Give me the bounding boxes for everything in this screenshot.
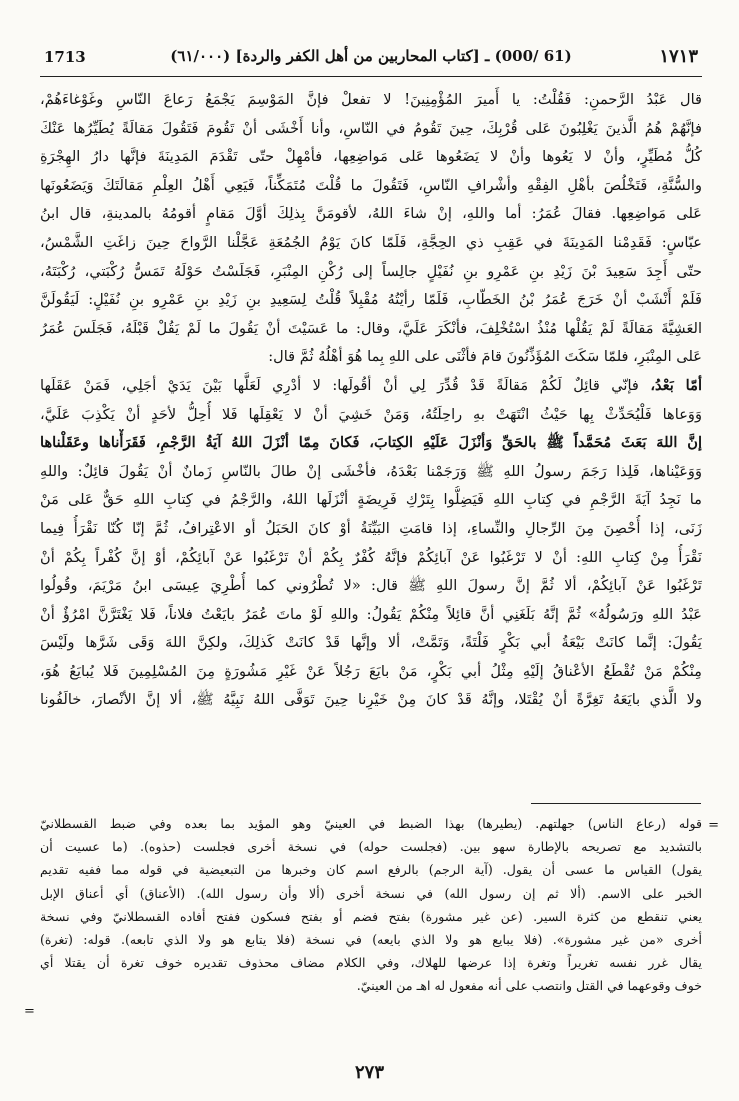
line-text: عَلى مَواضِعِها. فقالَ عُمَرُ: أما واللهِ، إنْ شاءَ اللهُ، لأقومَنَّ بِذلِكَ أوَّلَ مَقامٍ أقومُهُ بالمدينةِ، قال ابنُ xyxy=(40,205,702,223)
text-line xyxy=(40,372,702,401)
text-line xyxy=(40,601,702,630)
line-text: فَلَمْ أَنْشَبْ أنْ خَرَجَ عُمَرُ بْنُ الخَطّابِ، فَلَمّا رأيْتُهُ مُقْبِلاً قُلْتُ لِسَعِيدِ بنِ زَيْدِ بنِ عَمْرِو بنِ نُفَيْلٍ: لَيَقُولَنَّ xyxy=(40,291,702,309)
line-text: كُلُّ مُطَيِّرٍ، وأنْ لا يَعُوها وأنْ لا يَضَعُوها عَلى مَواضِعِها، فأمْهِلْ حتّى تَقْدَمَ المَدِينَةَ فإنَّها دارُ الهِجْرَةِ xyxy=(40,148,702,166)
footnote-line: يعني تنقطع من كثرة السير. (عن غير مشورة) بفتح فضم أو بفتح فسكون ففتح أفاده القسطلانيّ وفي نسخة xyxy=(40,908,702,924)
text-line xyxy=(40,343,702,372)
text-line xyxy=(40,200,702,229)
footnote-continuation-mark-start: = xyxy=(708,818,719,833)
line-text: فإنَّهُمْ هُمُ الَّذينَ يَغْلِبُونَ عَلى قُرْبِكَ، حِينَ تَقُومُ في النّاسِ، وأنا أَخْشَى أنْ تَقُومَ فَتَقُولَ مَقالَةً يُطَيِّرُها عَنْكَ xyxy=(40,119,702,137)
line-text: عبّاسٍ: فَقَدِمْنا المَدِينَةَ في عَقِبِ ذي الحِجَّةِ، فَلَمّا كانَ يَوْمُ الجُمُعَةِ عَجَّلْنا الرَّواحَ حِينَ زاغَتِ الشَّمْسُ، xyxy=(40,233,702,251)
text-line xyxy=(40,486,702,515)
text-line xyxy=(40,515,702,544)
text-line xyxy=(40,429,702,458)
folio-number: ٢٧٣ xyxy=(354,1062,384,1083)
footnote-line: يقال غرر نفسه تغريراً وتغرة إذا عرضها للهلاك، وفي الكلام مضاف محذوف تقديره خوف تغرة أن يقتلا أي xyxy=(40,955,702,971)
line-text: عَبْدُ اللهِ ورَسُولُهُ» ثُمَّ إنَّهُ بَلَغَنِي أنَّ قائِلاً مِنْكُمْ يَقُولُ: واللهِ لَوْ ماتَ عُمَرُ بايَعْتُ فلاناً، فَلا يَغْتَرَّنَّ امْرُؤٌ أنْ xyxy=(40,605,702,623)
line-text: عَلى المِنْبَرِ، فلمّا سَكَتَ المُؤَذِّنُونَ قامَ فأثْنَى على اللهِ بِما هُوَ أهْلُهُ ثُمَّ قال: xyxy=(268,348,702,366)
line-text: وَوَعَيْناها، فَلِذا رَجَمَ رسولُ اللهِ ﷺ وَرَجَمْنا بَعْدَهُ، فأخْشَى إنْ طالَ بالنّاسِ زَمانٌ أنْ يَقُولَ قائِلٌ: واللهِ xyxy=(40,462,702,480)
line-text: زَنَى، إذا أُحْصِنَ مِنَ الرِّجالِ والنِّساءِ، إذا قامَتِ البَيِّنَةُ أوْ كانَ الحَبَلُ أو الاعْتِرافُ، ثُمَّ إنّا كُنّا نَقْرَأُ فِيما xyxy=(40,519,702,537)
text-line xyxy=(40,143,702,172)
text-line xyxy=(40,315,702,344)
line-text: حتّى أَجِدَ سَعِيدَ بْنَ زَيْدِ بنِ عَمْرِو بنِ نُفَيْلٍ جالِساً إلى رُكْنِ المِنْبَرِ، فَجَلَسْتُ حَوْلَهُ تَمَسُّ رُكْبَتي، رُكْبَتَهُ، xyxy=(40,262,702,280)
page-number-arabic: ١٧١٣ xyxy=(659,46,698,67)
text-line xyxy=(40,572,702,601)
text-line xyxy=(40,229,702,258)
footnote-separator xyxy=(531,803,701,804)
text-line xyxy=(40,115,702,144)
text-line xyxy=(40,686,702,715)
text-line xyxy=(40,258,702,287)
header-rule xyxy=(40,76,702,77)
footnotes xyxy=(40,812,702,998)
footnote-line: يقول) القياس ما عسى أن يقول. (آية الرجم) بالرفع اسم كان وخبرها من التبعيضية في قوله مما ففيه تقديم xyxy=(40,862,702,878)
footnote-continuation-mark-end: = xyxy=(24,1004,35,1019)
footnote-line: قوله (رعاع الناس) جهلتهم. (يطيرها) بهذا الضبط في العينيّ وهو المؤيد بما بعده وفي ضبط القسطلانيّ xyxy=(40,816,702,831)
page-number-latin: 1713 xyxy=(44,48,86,66)
line-text: مِنْكُمْ مَنْ تُقْطَعُ الأعْناقُ إلَيْهِ مِثْلُ أبي بَكْرٍ، مَنْ بايَعَ رَجُلاً عَنْ غَيْرِ مَشُورَةٍ مِنَ المُسْلِمِينَ فَلا يُبايَعُ هُوَ، xyxy=(40,662,702,680)
footnote-line: الخبر على الاسم. (ألا ثم إن رسول الله) في نسخة أخرى (ألا وأن رسول الله). (الأعناق) أي أعناق الإبل xyxy=(40,885,702,901)
line-text: ولا الَّذي بايَعَهُ تَغِرَّةً أنْ يُقْتَلا، وإنَّهُ قَدْ كانَ مِنْ خَيْرِنا حِينَ تَوَفَّى اللهُ نَبِيَّهُ ﷺ، ألا إنَّ الأنْصارَ، خالَفُونا xyxy=(40,691,702,709)
footnote-line: خوف وقوعهما في القتل وانتصب على أنه مفعول له اهـ من العينيّ. xyxy=(356,978,702,994)
text-line xyxy=(40,172,702,201)
line-text: تَرْغَبُوا عَنْ آبائِكُمْ، ألا ثُمَّ إنَّ رسولَ اللهِ ﷺ قال: «لا تُطْرُوني كما أُطْرِيَ عِيسَى ابنُ مَرْيَمَ، وقُولُوا xyxy=(40,577,702,595)
line-text: إنَّ اللهَ بَعَثَ مُحَمَّداً ﷺ بالحَقِّ وَأنْزَلَ عَلَيْهِ الكِتابَ، فَكانَ مِمّا أنْزَلَ اللهُ آيَةُ الرَّجْمِ، فَقَرَأْناها وعَقَلْناها xyxy=(40,434,702,452)
line-text: والسُّنَّةِ، فَتَخْلُصَ بأهْلِ الفِقْهِ وأشْرافِ النّاسِ، فَتَقُولَ ما قُلْتَ مُتَمَكِّناً، فَيَعِي أَهْلُ العِلْمِ مَقالَتَكَ وَيَضَعُونَها xyxy=(40,176,702,194)
line-text: قال عَبْدُ الرَّحمنِ: فَقُلْتُ: يا أَميرَ المُؤْمِنِينَ! لا تفعلْ فإنَّ المَوْسِمَ يَجْمَعُ رَعاعَ النّاسِ وغَوْغاءَهُمْ، xyxy=(40,91,702,108)
line-text: فإنّي قائِلٌ لَكُمْ مَقالَةً قَدْ قُدِّرَ لِي أنْ أقُولَها: لا أدْرِي لَعَلَّها بَيْنَ يَدَيْ أجَلِي، فَمَنْ عَقَلَها xyxy=(40,376,651,394)
line-text: ما نَجِدُ آيَةَ الرَّجْمِ في كِتابِ اللهِ فَيَضِلُّوا بِتَرْكِ فَرِيضَةٍ أنْزَلَها اللهُ، والرَّجْمُ في كِتابِ اللهِ حَقٌّ عَلى مَنْ xyxy=(40,491,702,509)
line-text: العَشِيَّةَ مَقالَةً لَمْ يَقُلْها مُنْذُ اسْتُخْلِفَ، فأنْكَرَ عَلَيَّ، وقال: ما عَسَيْتَ أنْ يَقُولَ ما لَمْ يَقُلْ قَبْلَهُ، فَجَلَسَ عُمَرُ xyxy=(40,319,702,337)
text-line xyxy=(40,458,702,487)
line-text: نَقْرَأُ مِنْ كِتابِ اللهِ: أنْ لا تَرْغَبُوا عَنْ آبائِكُمْ فإنَّهُ كُفْرٌ بِكُمْ أنْ تَرْغَبُوا عَنْ آبائِكُمْ، أوْ إنَّ كُفْراً بِكُمْ أنْ xyxy=(40,548,702,566)
text-line xyxy=(40,401,702,430)
text-line xyxy=(40,658,702,687)
hadith-text xyxy=(40,86,702,715)
footnote-line: أخرى «من غير مشورة». (فلا يبايع هو ولا الذي بايعه) في نسخة (فلا يتابع هو ولا الذي تابعه). قوله: (تغرة) xyxy=(40,931,702,947)
text-line xyxy=(40,286,702,315)
running-title: (61 /000) ـ [كتاب المحاربين من أهل الكفر والردة] (٦١/٠٠٠) xyxy=(170,47,572,65)
page-header xyxy=(40,42,702,76)
text-line xyxy=(40,629,702,658)
footnote-line: بالتشديد مع تصريحه بالإطارة سهو بين. (فجلست حوله) في نسخة أخرى فجلست (حذوه). (ما عسيت أن xyxy=(40,839,702,855)
text-line xyxy=(40,544,702,573)
bold-opening: أمّا بَعْدُ، xyxy=(650,376,702,394)
line-text: وَوَعاها فَلْيُحَدِّثْ بِها حَيْثُ انْتَهَتْ بهِ راحِلَتُهُ، وَمَنْ خَشِيَ أنْ لا يَعْقِلَها فَلا أُحِلُّ لأحَدٍ أنْ يَكْذِبَ عَلَيَّ، xyxy=(40,405,702,423)
line-text: يَقُولَ: إنَّما كانَتْ بَيْعَةُ أبي بَكْرٍ فَلْتَةً، وَتَمَّتْ، ألا وإنَّها قَدْ كانَتْ كَذلِكَ، ولكِنَّ اللهَ وَقَى شَرَّها ولَيْسَ xyxy=(40,634,702,652)
text-line xyxy=(40,86,702,115)
